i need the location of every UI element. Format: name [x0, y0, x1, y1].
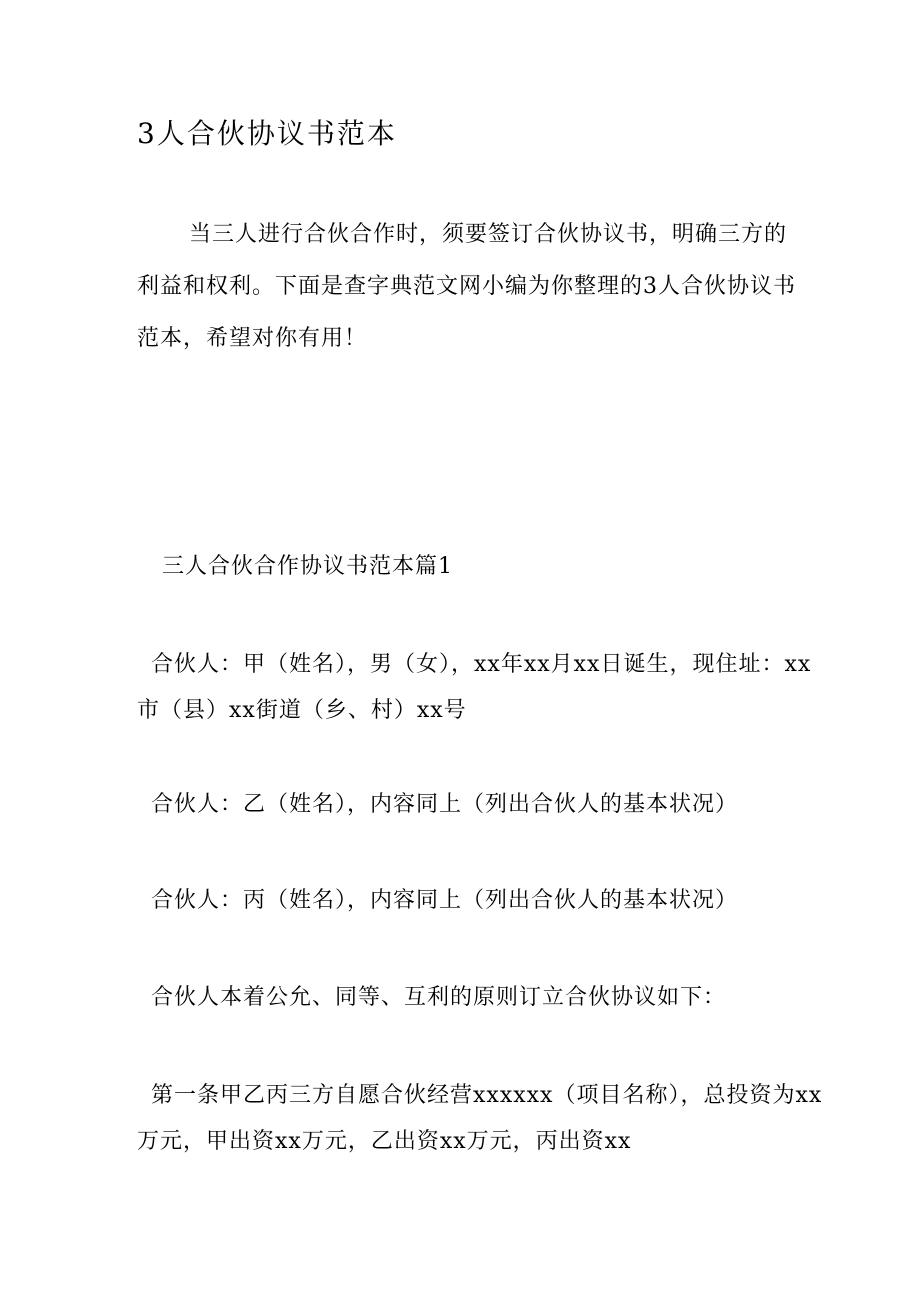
paragraph-line: 合伙人：乙（姓名），内容同上（列出合伙人的基本状况）	[151, 792, 739, 817]
partner-b-paragraph	[137, 782, 787, 828]
paragraph-line: 合伙人本着公允、同等、互利的原则订立合伙协议如下：	[151, 985, 727, 1010]
intro-paragraph	[137, 209, 796, 365]
partner-a-paragraph	[137, 642, 812, 734]
paragraph-line: 合伙人：甲（姓名），男（女），xx年xx月xx日诞生，现住址：xx	[151, 652, 812, 677]
document-title: 3人合伙协议书范本	[137, 117, 397, 150]
section-heading-text: 三人合伙合作协议书范本篇1	[162, 554, 453, 579]
principle-paragraph	[137, 975, 787, 1021]
intro-line: 利益和权利。下面是查字典范文网小编为你整理的3人合伙协议书	[137, 274, 796, 299]
paragraph-line: 万元，甲出资xx万元，乙出资xx万元，丙出资xx	[137, 1129, 632, 1154]
section-heading	[162, 547, 812, 587]
paragraph-line: 合伙人：丙（姓名），内容同上（列出合伙人的基本状况）	[151, 888, 739, 913]
intro-line: 当三人进行合伙合作时，须要签订合伙协议书，明确三方的	[189, 222, 788, 247]
partner-c-paragraph	[137, 878, 787, 924]
paragraph-line: 市（县）xx街道（乡、村）xx号	[137, 698, 467, 723]
article-1-paragraph	[137, 1073, 823, 1165]
paragraph-line: 第一条甲乙丙三方自愿合伙经营xxxxxx（项目名称），总投资为xx	[151, 1083, 823, 1108]
intro-line: 范本，希望对你有用！	[137, 326, 368, 351]
